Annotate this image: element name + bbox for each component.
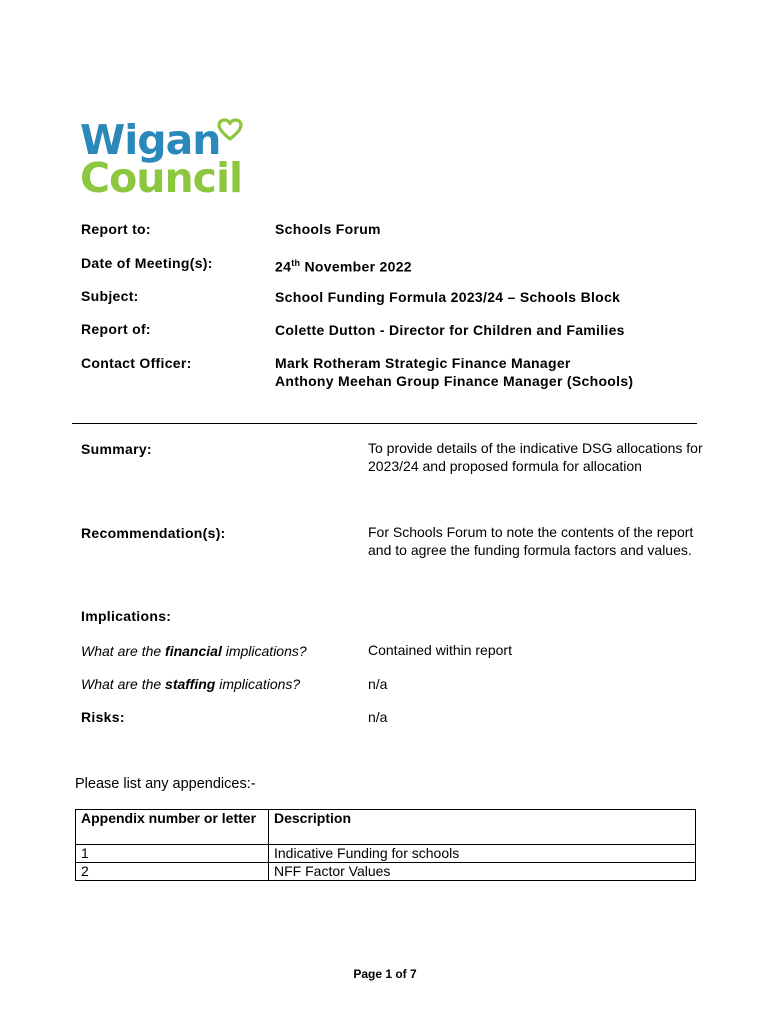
- risks-label: Risks:: [81, 709, 125, 725]
- divider: [72, 423, 697, 424]
- summary-text: To provide details of the indicative DSG allocations for 2023/24 and proposed formula for allocation: [368, 440, 703, 474]
- recommendation-text: For Schools Forum to note the contents of the report and to agree the funding formula factors and values.: [368, 524, 694, 558]
- report-to-label: Report to:: [81, 221, 151, 237]
- appendices-prompt: Please list any appendices:-: [75, 776, 256, 792]
- contact-officer-label: Contact Officer:: [81, 355, 192, 371]
- recommendation-label: Recommendation(s):: [81, 525, 226, 541]
- heart-icon: [217, 118, 243, 142]
- logo-wigan-text: Wigan: [80, 116, 221, 164]
- header-appendix-number: Appendix number or letter: [76, 810, 269, 845]
- staffing-implications-value: n/a: [368, 676, 388, 692]
- appendix-number: 1: [76, 845, 269, 863]
- logo-council-text: Council: [80, 154, 243, 202]
- date-label: Date of Meeting(s):: [81, 255, 213, 271]
- table-row: [76, 863, 696, 881]
- contact-officer-1: Mark Rotheram Strategic Finance Manager: [275, 355, 571, 371]
- report-of-label: Report of:: [81, 321, 151, 337]
- report-to-value: Schools Forum: [275, 221, 381, 237]
- subject-value: School Funding Formula 2023/24 – Schools Block: [275, 289, 621, 305]
- appendix-description: NFF Factor Values: [269, 863, 696, 881]
- header-description: Description: [269, 810, 696, 845]
- page-number: Page 1 of 7: [353, 967, 417, 981]
- contact-officer-2: Anthony Meehan Group Finance Manager (Schools): [275, 373, 634, 389]
- appendices-table: [75, 809, 696, 881]
- implications-heading: Implications:: [81, 608, 172, 624]
- table-header-row: [76, 810, 696, 845]
- summary-label: Summary:: [81, 441, 152, 457]
- financial-implications-value: Contained within report: [368, 642, 512, 658]
- risks-value: n/a: [368, 709, 388, 725]
- report-of-value: Colette Dutton - Director for Children and Families: [275, 322, 625, 338]
- subject-label: Subject:: [81, 288, 139, 304]
- appendix-description: Indicative Funding for schools: [269, 845, 696, 863]
- wigan-council-logo: [80, 116, 250, 202]
- staffing-implications-question: What are the staffing implications?: [81, 676, 301, 692]
- financial-implications-question: What are the financial implications?: [81, 643, 307, 659]
- appendix-number: 2: [76, 863, 269, 881]
- table-row: [76, 845, 696, 863]
- date-value: 24th November 2022: [275, 258, 412, 275]
